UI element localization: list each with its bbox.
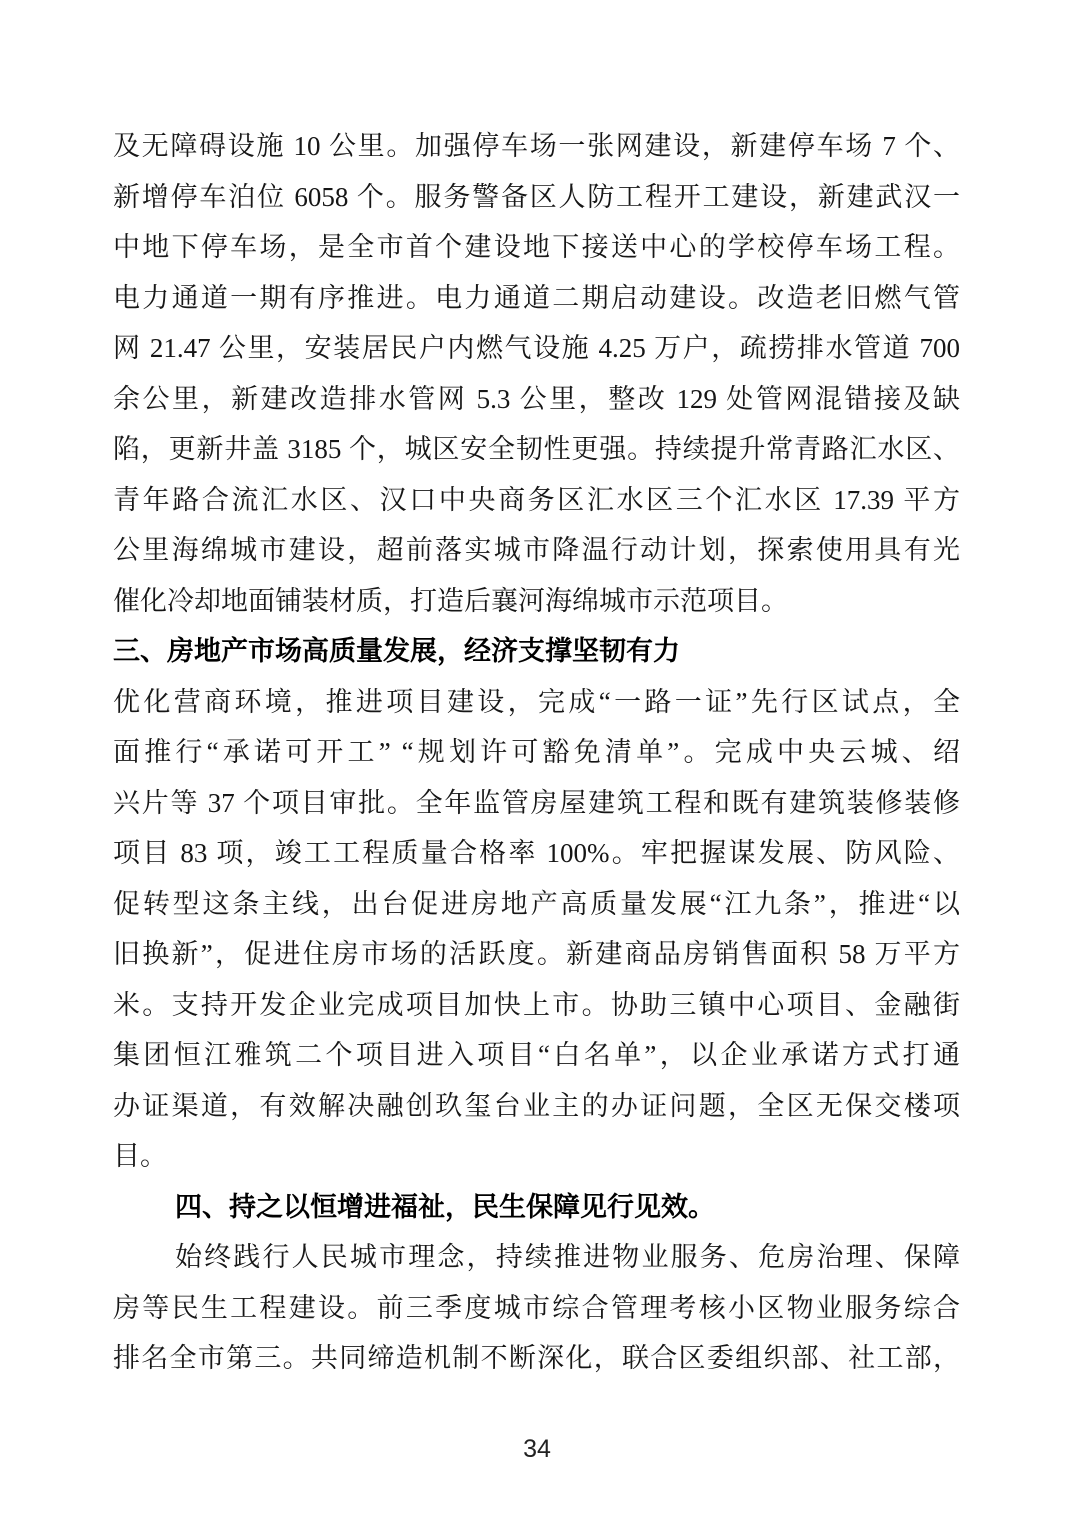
text-line: 中地下停车场，是全市首个建设地下接送中心的学校停车场工程。 [113, 232, 960, 262]
text-line: 催化冷却地面铺装材质，打造后襄河海绵城市示范项目。 [113, 585, 788, 616]
text-line: 始终践行人民城市理念，持续推进物业服务、危房治理、保障 [175, 1242, 960, 1272]
heading-section-3: 三、房地产市场高质量发展，经济支撑坚韧有力 [113, 636, 680, 666]
text-line: 公里海绵城市建设，超前落实城市降温行动计划，探索使用具有光 [113, 535, 960, 565]
text-line: 旧换新”，促进住房市场的活跃度。新建商品房销售面积 58 万平方 [113, 939, 960, 969]
text-line: 面推行“承诺可开工” “规划许可豁免清单”。完成中央云城、绍 [113, 737, 960, 767]
text-line: 促转型这条主线，出台促进房地产高质量发展“江九条”，推进“以 [113, 888, 960, 919]
text-line: 兴片等 37 个项目审批。全年监管房屋建筑工程和既有建筑装修装修 [113, 787, 960, 818]
heading-section-4: 四、持之以恒增进福祉，民生保障见行见效。 [175, 1191, 715, 1222]
text-line: 排名全市第三。共同缔造机制不断深化，联合区委组织部、社工部， [113, 1343, 960, 1373]
text-line: 及无障碍设施 10 公里。加强停车场一张网建设，新建停车场 7 个、 [113, 131, 960, 161]
text-line: 集团恒江雅筑二个项目进入项目“白名单”，以企业承诺方式打通 [113, 1040, 960, 1070]
text-line: 电力通道一期有序推进。电力通道二期启动建设。改造老旧燃气管 [113, 282, 960, 313]
text-line: 办证渠道，有效解决融创玖玺台业主的办证问题，全区无保交楼项 [113, 1090, 960, 1121]
text-line: 项目 83 项，竣工工程质量合格率 100%。牢把握谋发展、防风险、 [113, 838, 960, 868]
page-number: 34 [523, 1435, 551, 1463]
text-line: 米。支持开发企业完成项目加快上市。协助三镇中心项目、金融街 [113, 989, 960, 1020]
text-line: 陷，更新井盖 3185 个，城区安全韧性更强。持续提升常青路汇水区、 [113, 434, 960, 464]
text-line: 房等民生工程建设。前三季度城市综合管理考核小区物业服务综合 [113, 1292, 960, 1323]
text-line: 新增停车泊位 6058 个。服务警备区人防工程开工建设，新建武汉一 [113, 181, 960, 212]
text-line: 网 21.47 公里，安装居民户内燃气设施 4.25 万户，疏捞排水管道 700 [113, 333, 960, 363]
text-line: 目。 [113, 1141, 167, 1171]
text-line: 优化营商环境，推进项目建设，完成“一路一证”先行区试点，全 [113, 686, 960, 717]
text-line: 余公里，新建改造排水管网 5.3 公里，整改 129 处管网混错接及缺 [113, 383, 960, 414]
text-line: 青年路合流汇水区、汉口中央商务区汇水区三个汇水区 17.39 平方 [113, 484, 960, 515]
document-body [113, 121, 960, 1384]
